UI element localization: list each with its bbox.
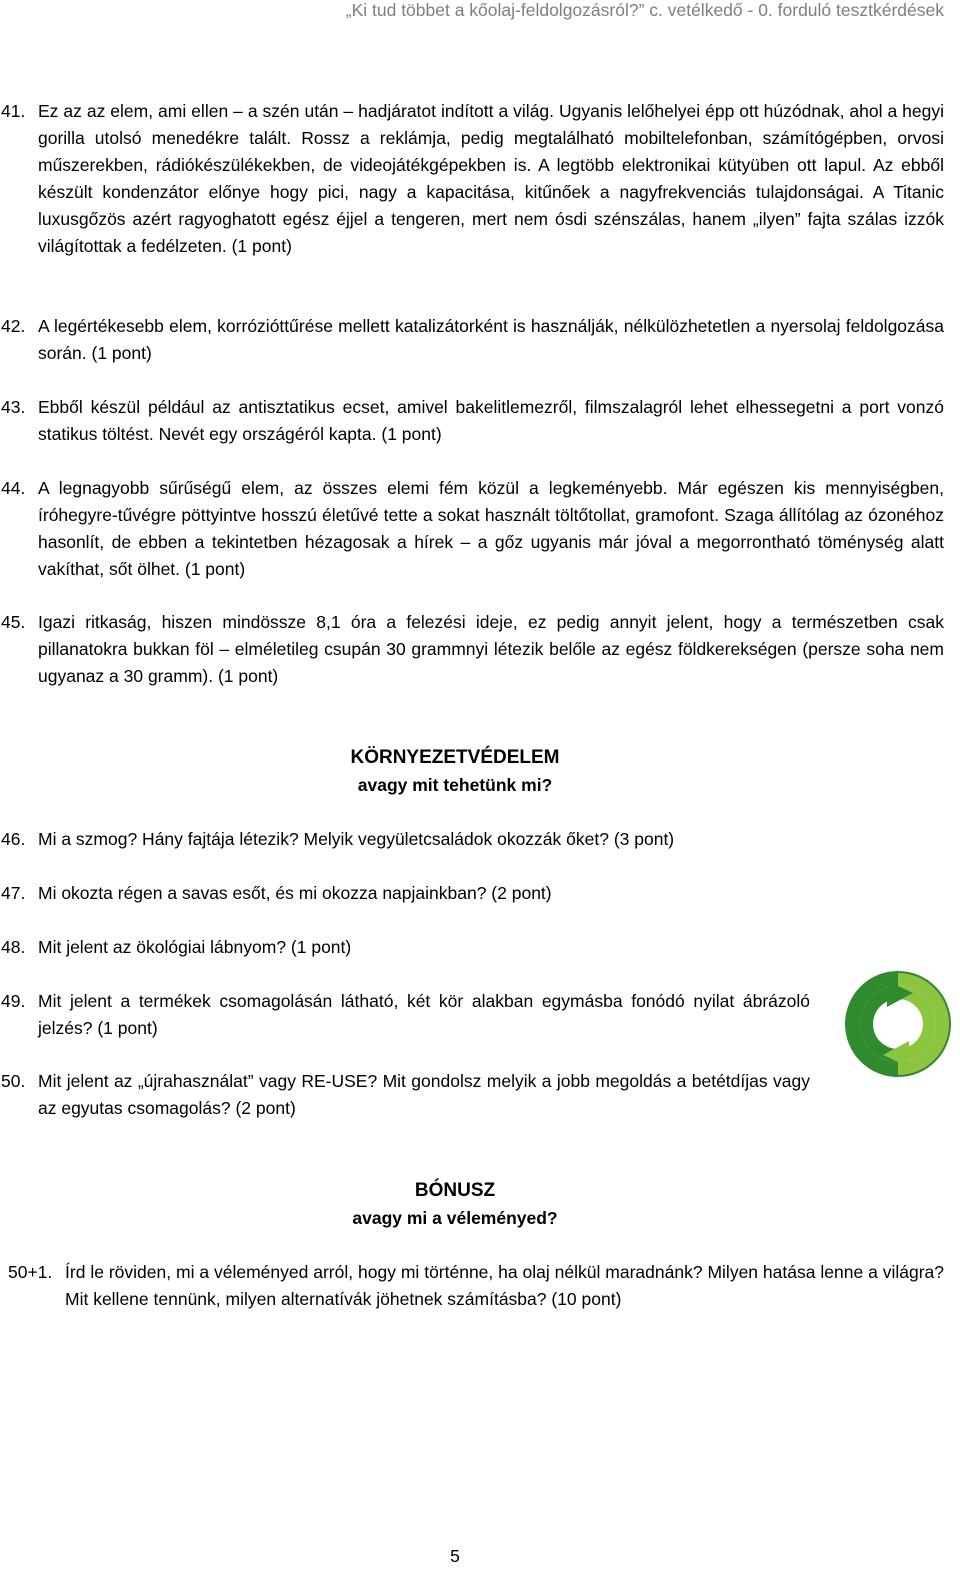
question-41 [1, 98, 944, 260]
question-49 [1, 988, 810, 1042]
question-number: 45. [1, 612, 26, 632]
section-subtitle-environment: avagy mit tehetünk mi? [357, 775, 553, 795]
question-number: 48. [1, 937, 26, 957]
section-subtitle-bonus: avagy mi a véleményed? [352, 1208, 558, 1228]
question-text: Mi okozta régen a savas esőt, és mi okozza napjainkban? (2 pont) [38, 883, 552, 903]
question-42 [1, 313, 944, 367]
question-45 [1, 609, 944, 690]
page-number: 5 [450, 1546, 460, 1566]
green-dot-recycling-icon [843, 969, 953, 1079]
question-43 [1, 394, 944, 448]
question-number: 44. [1, 478, 26, 498]
question-number: 42. [1, 316, 26, 336]
question-44 [1, 475, 944, 583]
question-text: A legértékesebb elem, korrózióttűrése mellett katalizátorként is használják, nélkülözhetetlen a nyersolaj feldolgozása során. (1 pont) [38, 316, 944, 363]
question-number: 41. [1, 101, 26, 121]
question-text: Mit jelent a termékek csomagolásán látható, két kör alakban egymásba fonódó nyilat ábrázoló jelzés? (1 pont) [38, 991, 810, 1038]
question-text: A legnagyobb sűrűségű elem, az összes elemi fém közül a legkeményebb. Már egészen kis mennyiségben, íróhegyre-tűvégre pöttyintve hosszú életűvé tette a sokat használt töltőtollat, gramofont. Szaga állítólag az ózonéhoz hasonlít, de ebben a tekintetben hézagosak a hírek – a gőz ugyanis már jóval a megorrontható töménység alatt vakíthat, sőt ölhet. (1 pont) [38, 478, 944, 579]
question-number: 50. [1, 1071, 26, 1091]
page-header: „Ki tud többet a kőolaj-feldolgozásról?” c. vetélkedő - 0. forduló tesztkérdések [345, 0, 944, 20]
question-50 [1, 1068, 810, 1122]
question-text: Igazi ritkaság, hiszen mindössze 8,1 óra a felezési ideje, ez pedig annyit jelent, hogy a természetben csak pillanatokra bukkan föl – elméletileg csupán 30 grammnyi létezik belőle az egész földkerekségen (persze soha nem ugyanaz a 30 gramm). (1 pont) [38, 612, 944, 686]
question-text: Mi a szmog? Hány fajtája létezik? Melyik vegyületcsaládok okozzák őket? (3 pont) [38, 829, 675, 849]
question-text: Írd le röviden, mi a véleményed arról, hogy mi történne, ha olaj nélkül maradnánk? Milyen hatása lenne a világra? Mit kellene tennünk, milyen alternatívák jöhetnek számításba? (10 pont) [65, 1262, 944, 1309]
question-text: Mit jelent az ökológiai lábnyom? (1 pont) [38, 937, 352, 957]
question-text: Ez az az elem, ami ellen – a szén után – hadjáratot indított a világ. Ugyanis lelőhelyei épp ott húzódnak, ahol a hegyi gorilla utolsó menedékre talált. Rossz a reklámja, pedig megtalálható mobiltelefonban, számítógépben, orvosi műszerekben, rádiókészülékekben, de videojátékgépekben is. A legtöbb elektronikai kütyüben ott lapul. Az ebből készült kondenzátor előnye hogy pici, nagy a kapacitása, kitűnőek a nagyfrekvenciás tulajdonságai. A Titanic luxusgőzös azért ragyoghatott egész éjjel a tengeren, mert nem ósdi szénszálas, hanem „ilyen” fajta szálas izzók világítottak a fedélzeten. (1 pont) [38, 101, 944, 256]
section-title-environment: KÖRNYEZETVÉDELEM [350, 747, 560, 768]
question-number: 46. [1, 829, 26, 849]
question-46 [1, 826, 944, 853]
question-bonus [8, 1259, 944, 1313]
question-text: Ebből készül például az antisztatikus ecset, amivel bakelitlemezről, filmszalagról lehet elhessegetni a port vonzó statikus töltést. Nevét egy országéról kapta. (1 pont) [38, 397, 944, 444]
section-title-bonus: BÓNUSZ [414, 1180, 496, 1201]
question-number: 43. [1, 397, 26, 417]
question-text: Mit jelent az „újrahasználat” vagy RE-USE? Mit gondolsz melyik a jobb megoldás a betétdíjas vagy az egyutas csomagolás? (2 pont) [38, 1071, 810, 1118]
question-48 [1, 934, 944, 961]
question-number: 50+1. [8, 1262, 53, 1282]
question-47 [1, 880, 944, 907]
question-number: 47. [1, 883, 26, 903]
question-number: 49. [1, 991, 26, 1011]
